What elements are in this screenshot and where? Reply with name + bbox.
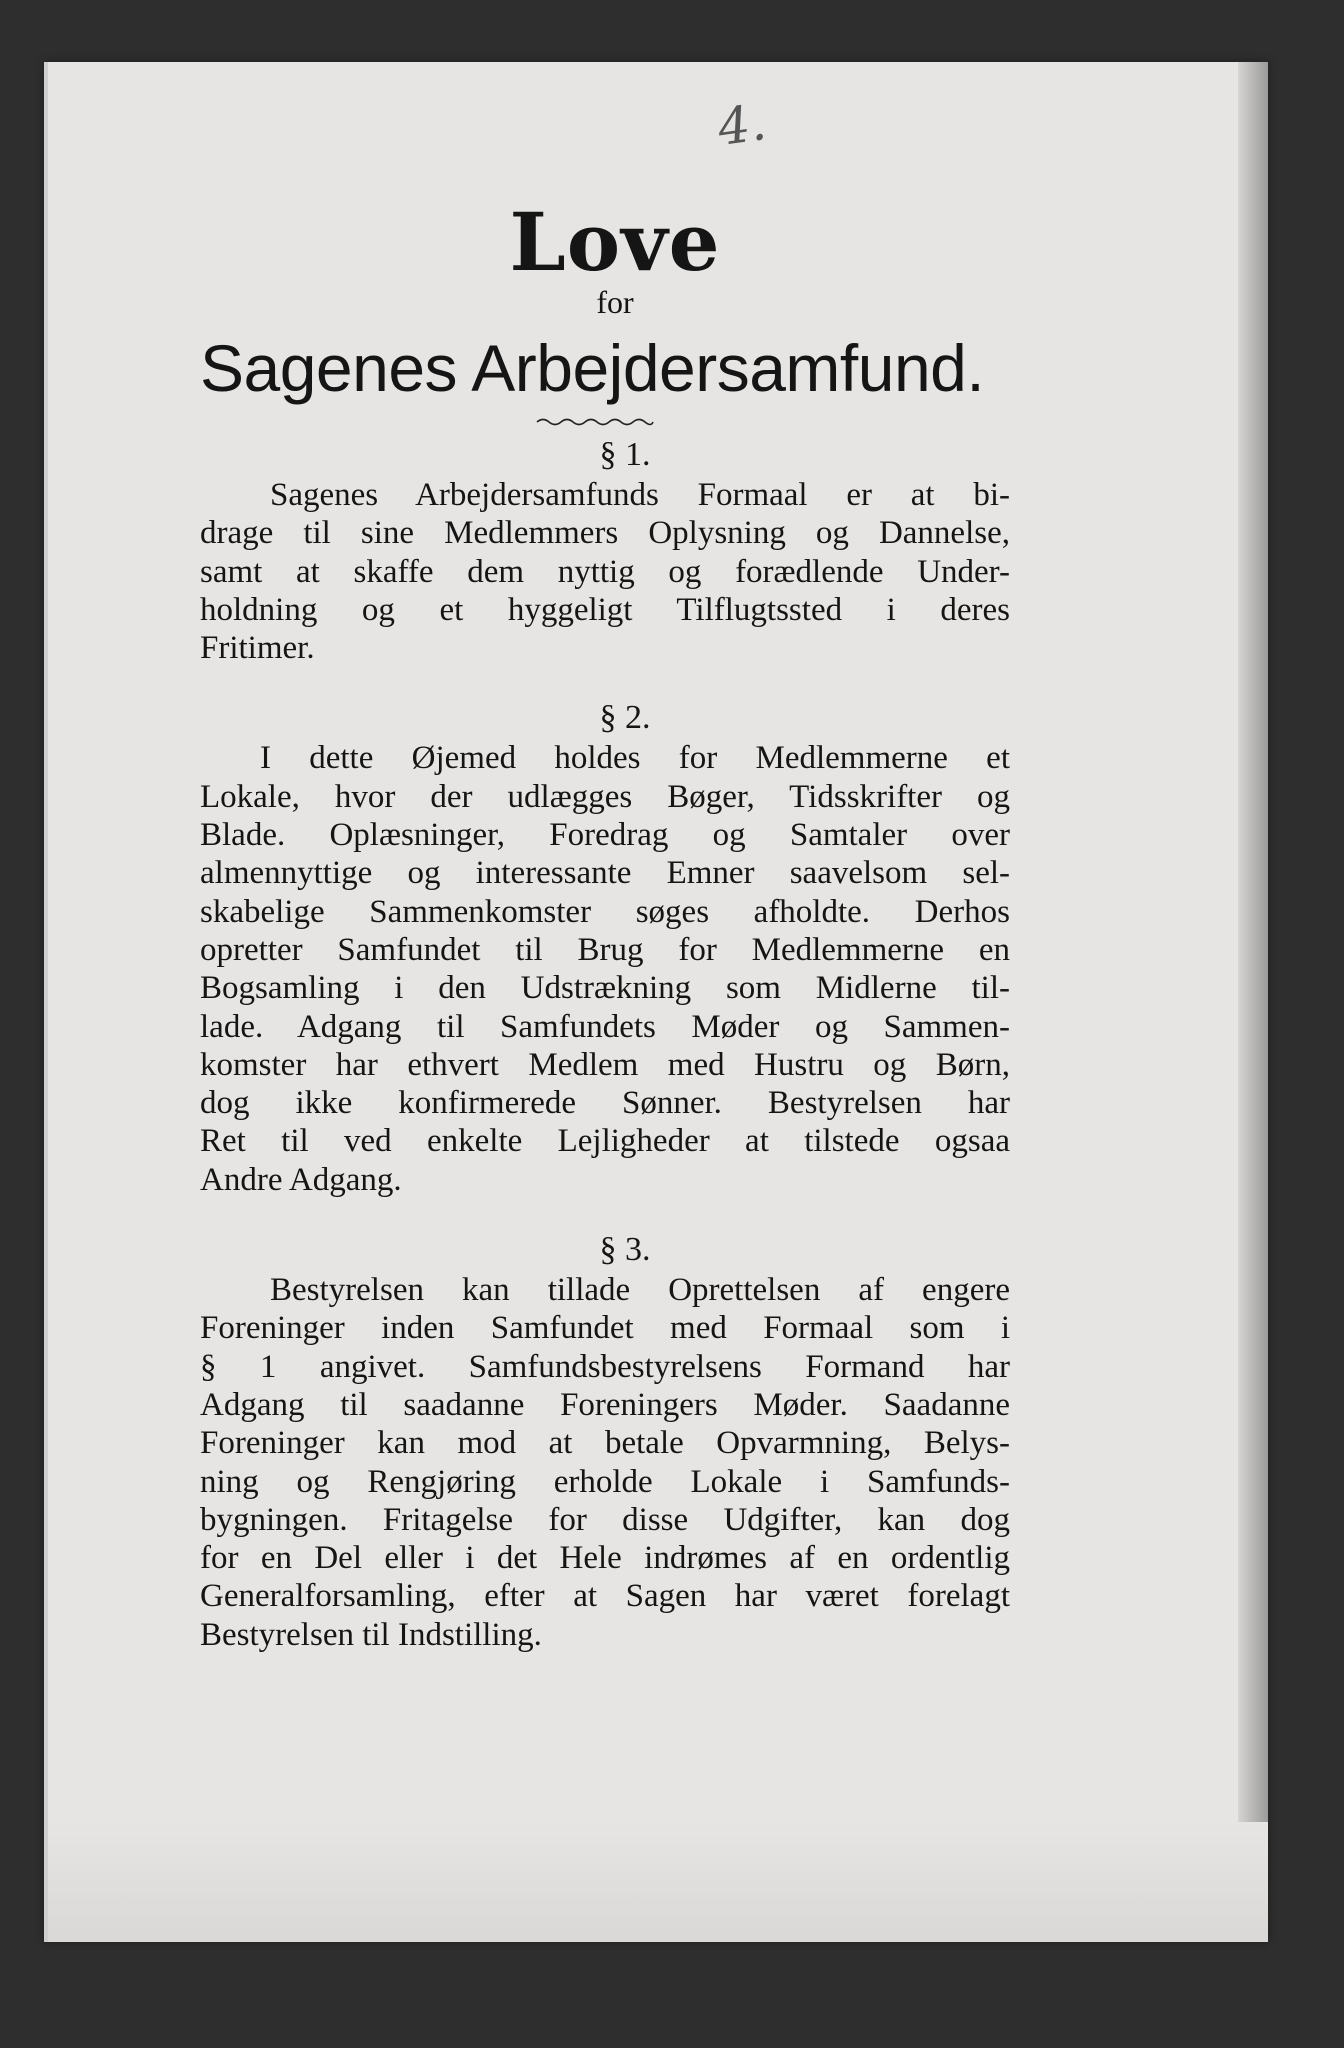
text-line: Adgang til saadanne Foreningers Møder. Saadanne [200, 1386, 1010, 1423]
section-2-text [200, 739, 1010, 1199]
text-line: Sagenes Arbejdersamfunds Formaal er at bi- [270, 477, 1010, 513]
text-line: Lokale, hvor der udlægges Bøger, Tidsskrifter og [200, 778, 1010, 815]
text-line: § 1 angivet. Samfundsbestyrelsens Formand har [200, 1348, 1010, 1385]
section-1-heading: § 1. [599, 436, 651, 473]
handwritten-page-mark: 4. [714, 92, 770, 158]
text-line: I dette Øjemed holdes for Medlemmerne et [260, 740, 1010, 777]
text-line: drage til sine Medlemmers Oplysning og Dannelse, [200, 515, 1010, 552]
document-body [200, 195, 1010, 1654]
text-line: dog ikke konfirmerede Sønner. Bestyrelsen har [200, 1085, 1010, 1122]
text-line: opretter Samfundet til Brug for Medlemmerne en [200, 931, 1010, 968]
text-line: almennyttige og interessante Emner saavelsom sel- [200, 855, 1010, 892]
text-line: ning og Rengjøring erholde Lokale i Samfunds- [200, 1463, 1010, 1500]
section-3-heading: § 3. [599, 1231, 651, 1269]
text-line: samt at skaffe dem nyttig og forædlende Under- [200, 553, 1010, 590]
text-line: Andre Adgang. [200, 1161, 402, 1198]
text-line: Bestyrelsen kan tillade Oprettelsen af engere [270, 1272, 1010, 1309]
text-line: Ret til ved enkelte Lejligheder at tilstede ogsaa [200, 1123, 1010, 1160]
document-subtitle: Sagenes Arbejdersamfund. [200, 331, 985, 405]
text-line: Bestyrelsen til Indstilling. [200, 1616, 542, 1653]
text-line: bygningen. Fritagelse for disse Udgifter, kan dog [200, 1501, 1010, 1538]
text-line: Bogsamling i den Udstrækning som Midlerne til- [200, 970, 1010, 1007]
text-line: lade. Adgang til Samfundets Møder og Sammen- [200, 1008, 1010, 1045]
section-3-text [200, 1271, 1010, 1654]
page-edge-shadow [1238, 62, 1268, 1942]
section-1-text [200, 476, 1010, 667]
section-2-heading: § 2. [599, 699, 651, 737]
ornamental-divider [535, 416, 655, 428]
page-bottom [48, 1822, 1268, 1942]
text-line: komster har ethvert Medlem med Hustru og Børn, [200, 1046, 1010, 1083]
text-line: for en Del eller i det Hele indrømes af en ordentlig [200, 1540, 1010, 1577]
text-line: skabelige Sammenkomster søges afholdte. Derhos [200, 893, 1010, 930]
document-title: Love [509, 195, 721, 289]
text-line: Foreninger inden Samfundet med Formaal som i [200, 1310, 1010, 1347]
text-line: Generalforsamling, efter at Sagen har været forelagt [200, 1578, 1010, 1615]
text-line: Blade. Oplæsninger, Foredrag og Samtaler over [200, 817, 1010, 854]
text-line: Fritimer. [200, 630, 315, 667]
text-line: Foreninger kan mod at betale Opvarmning, Belys- [200, 1425, 1010, 1462]
title-connector: for [596, 284, 634, 320]
text-line: holdning og et hyggeligt Tilflugtssted i deres [200, 591, 1010, 628]
